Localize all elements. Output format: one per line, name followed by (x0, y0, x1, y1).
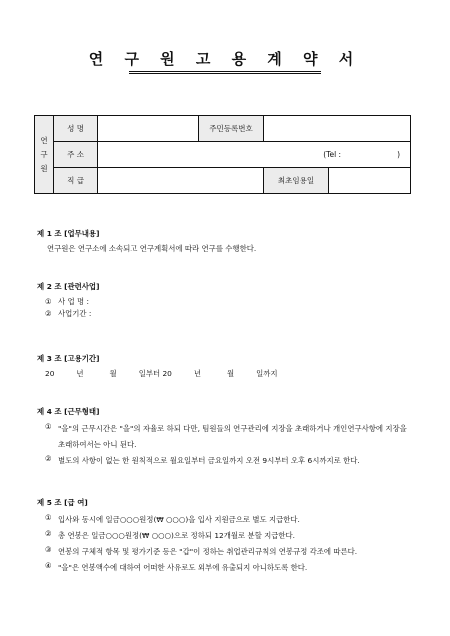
researcher-side-label (35, 116, 54, 194)
list-item (37, 544, 415, 560)
item-number: ② (45, 454, 52, 463)
article-title: 제 5 조 [급 여] (37, 498, 88, 507)
item-number: ③ (45, 545, 52, 554)
item-text: 연봉의 구체적 항목 및 평가기준 등은 "갑"이 정하는 취업관리규칙의 연봉규정 각조에 따른다. (58, 547, 358, 556)
article-4 (37, 406, 415, 469)
tel-close: ) (397, 150, 400, 159)
rank-field[interactable] (98, 168, 264, 194)
item-text: 입사와 동시에 일금○○○원정(₩ ○○○)을 입사 지원금으로 별도 지급한다. (58, 515, 300, 524)
first-hire-field[interactable] (329, 168, 410, 193)
employment-period (37, 368, 415, 380)
list-item (37, 560, 415, 576)
article-1 (37, 228, 415, 255)
article-title: 제 3 조 [고용기간] (37, 354, 100, 363)
title-underline (129, 73, 321, 74)
article-title: 제 4 조 [근무형태] (37, 407, 100, 416)
side-char: 원 (40, 163, 48, 173)
period-month-unit: 월 (227, 369, 235, 378)
item-text: 사업기간 : (58, 309, 92, 318)
id-number-label: 주민등록번호 (199, 116, 264, 142)
period-year-unit: 년 (76, 369, 84, 378)
address-field[interactable] (98, 142, 411, 168)
period-until: 일까지 (256, 369, 278, 378)
first-hire-cell (264, 168, 411, 194)
article-title: 제 1 조 [업무내용] (37, 229, 100, 238)
item-number: ① (45, 513, 52, 522)
item-text: "을"의 근무시간은 "을"의 자율로 하되 다만, 팀원들의 연구관리에 지장을 초래하거나 개인연구사항에 지장을 초래하여서는 아니 된다. (58, 424, 407, 449)
title-underline (129, 71, 321, 72)
period-year-prefix: 20 (45, 369, 55, 378)
article-body: 연구원은 연구소에 소속되고 연구계획서에 따라 연구를 수행한다. (47, 244, 257, 253)
article-5 (37, 497, 415, 576)
item-number: ① (45, 297, 52, 306)
item-text: 총 연봉은 일금○○○원정(₩ ○○○)으로 정하되 12개월로 분할 지급한다. (58, 531, 296, 540)
first-hire-label: 최초임용일 (264, 168, 329, 193)
list-item (37, 528, 415, 544)
name-label: 성 명 (54, 116, 98, 142)
rank-label: 직 급 (54, 168, 98, 194)
list-item (37, 308, 415, 320)
document-title: 연 구 원 고 용 계 약 서 (88, 50, 362, 68)
period-from: 일부터 20 (138, 369, 172, 378)
item-number: ④ (45, 561, 52, 570)
tel-label: (Tel : (323, 150, 342, 159)
period-month-unit: 월 (109, 369, 117, 378)
id-number-field[interactable] (264, 116, 411, 142)
list-item (37, 421, 415, 453)
period-year-unit: 년 (193, 369, 202, 378)
address-label: 주 소 (54, 142, 98, 168)
item-text: "을"은 연봉액수에 대하여 어떠한 사유로도 외부에 유출되지 아니하도록 한다. (58, 563, 308, 572)
list-item (37, 453, 415, 469)
item-text: 별도의 사항이 없는 한 원칙적으로 월요일부터 금요일까지 오전 9시부터 오후 6시까지로 한다. (58, 456, 360, 465)
side-char: 연 (40, 135, 48, 145)
article-2 (37, 281, 415, 320)
article-3 (37, 353, 415, 380)
researcher-info-table (34, 115, 411, 194)
item-text: 사 업 명 : (58, 297, 89, 306)
name-field[interactable] (98, 116, 199, 142)
item-number: ② (45, 529, 52, 538)
list-item (37, 296, 415, 308)
item-number: ① (45, 422, 52, 431)
item-number: ② (45, 309, 52, 318)
list-item (37, 512, 415, 528)
article-title: 제 2 조 [관련사업] (37, 282, 100, 291)
side-char: 구 (40, 149, 48, 159)
